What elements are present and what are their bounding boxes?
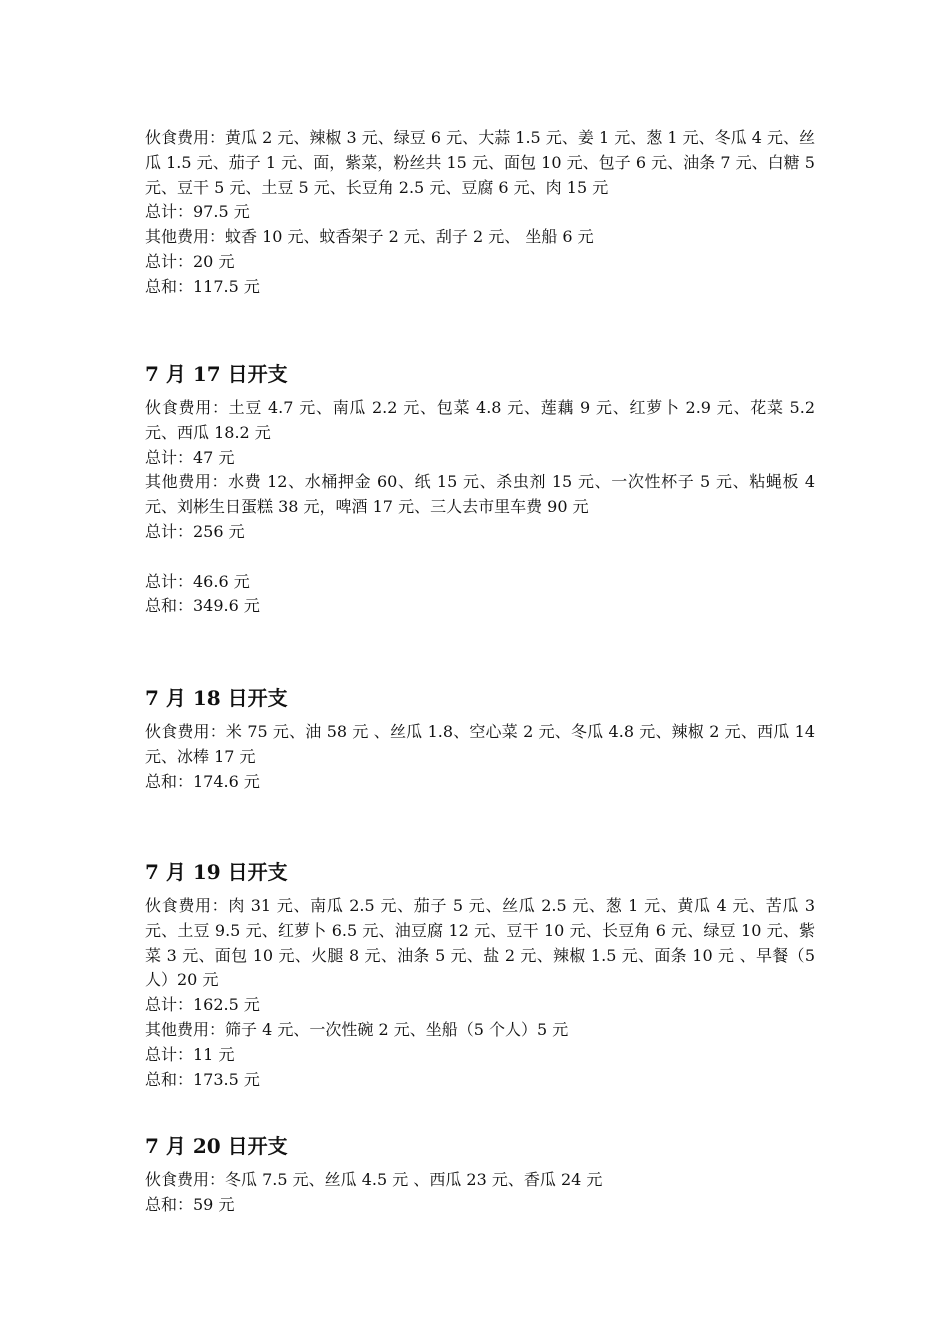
grand-total-line: 总和：174.6 元	[145, 771, 260, 791]
section-jul-20	[145, 1132, 815, 1218]
food-expense-line: 伙食费用：黄瓜 2 元、辣椒 3 元、绿豆 6 元、大蒜 1.5 元、姜 1 元、葱 1 元、冬瓜 4 元、丝瓜 1.5 元、茄子 1 元、面，紫菜，粉丝共 15 元、面包 10 元、包子 6 元、油条 7 元、白糖 5 元、豆干 5 元、土豆 5 元、长豆角 2.5 元、豆腐 6 元、肉 15 元	[145, 128, 815, 197]
blank-line	[145, 545, 815, 570]
food-expense-line: 伙食费用：肉 31 元、南瓜 2.5 元、茄子 5 元、丝瓜 2.5 元、葱 1 元、黄瓜 4 元、苦瓜 3 元、土豆 9.5 元、红萝卜 6.5 元、油豆腐 12 元、豆干 10 元、长豆角 6 元、绿豆 10 元、紫菜 3 元、面包 10 元、火腿 8 元、油条 5 元、盐 2 元、辣椒 1.5 元、面条 10 元 、早餐（5 人）20 元	[145, 896, 815, 990]
subtotal-line: 总计：46.6 元	[145, 571, 250, 591]
section-heading: 7 月 19 日开支	[145, 860, 288, 884]
section-heading: 7 月 20 日开支	[145, 1134, 288, 1158]
grand-total-line: 总和：173.5 元	[145, 1069, 260, 1089]
subtotal-line: 总计：11 元	[145, 1044, 235, 1064]
grand-total-line: 总和：59 元	[145, 1194, 235, 1214]
section-heading: 7 月 17 日开支	[145, 362, 288, 386]
section-heading: 7 月 18 日开支	[145, 686, 288, 710]
grand-total-line: 总和：349.6 元	[145, 596, 260, 616]
section-jul-18	[145, 684, 815, 794]
food-expense-line: 伙食费用：冬瓜 7.5 元、丝瓜 4.5 元 、西瓜 23 元、香瓜 24 元	[145, 1170, 603, 1189]
section-jul-19	[145, 858, 815, 1092]
other-expense-line: 其他费用：筛子 4 元、一次性碗 2 元、坐船（5 个人）5 元	[145, 1019, 569, 1039]
other-expense-line: 其他费用：蚊香 10 元、蚊香架子 2 元、刮子 2 元、 坐船 6 元	[145, 227, 594, 247]
food-expense-line: 伙食费用：土豆 4.7 元、南瓜 2.2 元、包菜 4.8 元、莲藕 9 元、红萝卜 2.9 元、花菜 5.2 元、西瓜 18.2 元	[145, 398, 815, 442]
section-continued	[145, 126, 815, 300]
food-expense-line: 伙食费用：米 75 元、油 58 元 、丝瓜 1.8、空心菜 2 元、冬瓜 4.8 元、辣椒 2 元、西瓜 14 元、冰棒 17 元	[145, 722, 815, 766]
subtotal-line: 总计：47 元	[145, 447, 235, 467]
subtotal-line: 总计：256 元	[145, 521, 245, 541]
other-expense-line: 其他费用：水费 12、水桶押金 60、纸 15 元、杀虫剂 15 元、一次性杯子 5 元、粘蝇板 4 元、刘彬生日蛋糕 38 元，啤酒 17 元、三人去市里车费 90 元	[145, 472, 815, 517]
subtotal-line: 总计：20 元	[145, 251, 235, 271]
section-jul-17	[145, 360, 815, 619]
grand-total-line: 总和：117.5 元	[145, 276, 260, 296]
subtotal-line: 总计：97.5 元	[145, 202, 250, 222]
subtotal-line: 总计：162.5 元	[145, 995, 260, 1015]
